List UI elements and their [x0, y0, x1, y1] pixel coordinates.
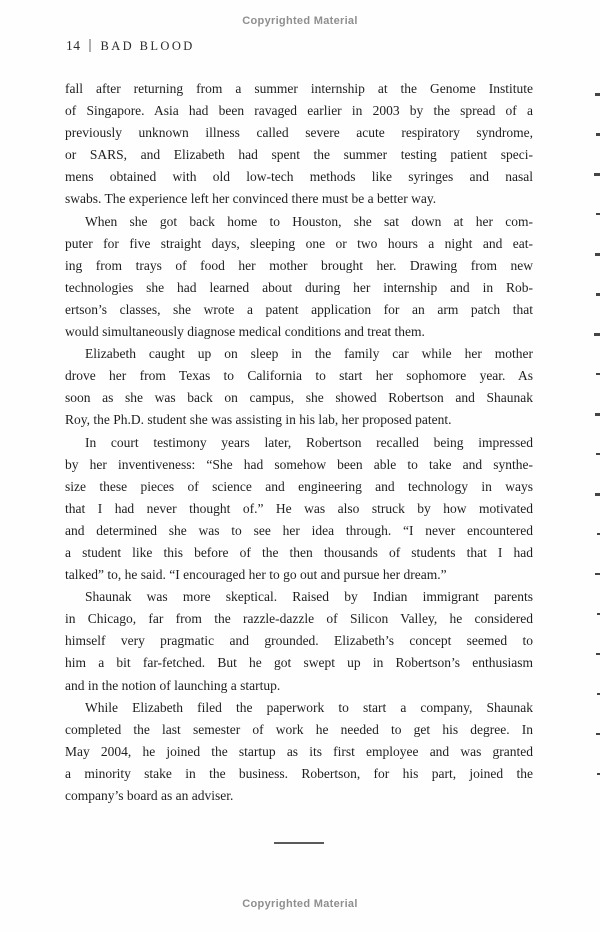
body-line: by her inventiveness: “She had somehow been able to take and synthe- — [65, 456, 533, 472]
body-line: drove her from Texas to California to start her sophomore year. As — [65, 368, 533, 384]
body-line: fall after returning from a summer internship at the Genome Institute — [65, 81, 533, 96]
body-line: technologies she had learned about during her internship and in Rob- — [65, 279, 533, 295]
page-edge-mark — [595, 413, 600, 416]
body-line: and determined she was to see her idea through. “I never encountered — [65, 522, 533, 538]
body-line: talked” to, he said. “I encouraged her to go out and pursue her dream.” — [65, 567, 447, 583]
body-line: completed the last semester of work he needed to get his degree. In — [65, 721, 533, 737]
page-edge-mark — [596, 133, 600, 136]
body-line: a student like this before of the then thousands of students that I had — [65, 544, 533, 560]
body-text — [65, 78, 533, 807]
body-line: Roy, the Ph.D. student she was assisting in his lab, her proposed patent. — [65, 412, 452, 428]
page-edge-mark — [595, 573, 600, 575]
body-line: In court testimony years later, Robertson recalled being impressed — [85, 434, 533, 450]
body-line: size these pieces of science and engineering and technology in ways — [65, 478, 533, 494]
body-line: puter for five straight days, sleeping one or two hours a night and eat- — [65, 235, 533, 251]
copyright-notice-top: Copyrighted Material — [242, 15, 358, 27]
body-line: or SARS, and Elizabeth had spent the summer testing patient speci- — [65, 147, 533, 163]
page-number: 14 — [66, 38, 81, 53]
body-line: May 2004, he joined the startup as its first employee and was granted — [65, 743, 533, 759]
page-edge-mark — [596, 653, 600, 655]
page-edge-mark — [596, 213, 600, 215]
body-line: in Chicago, far from the razzle-dazzle of Silicon Valley, he considered — [65, 611, 533, 627]
body-line: himself very pragmatic and grounded. Elizabeth’s concept seemed to — [65, 633, 533, 649]
copyright-notice-bottom: Copyrighted Material — [242, 898, 358, 910]
body-line: would simultaneously diagnose medical conditions and treat them. — [65, 324, 425, 340]
body-line: that I had never thought of.” He was also struck by how motivated — [65, 500, 533, 516]
body-line: Shaunak was more skeptical. Raised by Indian immigrant parents — [85, 589, 533, 605]
page-edge-mark — [596, 373, 600, 375]
body-line: mens obtained with old low-tech methods like syringes and nasal — [65, 169, 533, 185]
page-edge-mark — [595, 253, 600, 256]
body-line: company’s board as an adviser. — [65, 788, 234, 803]
page-edge-mark — [596, 453, 600, 455]
page-edge-mark — [595, 93, 600, 96]
page-edge-mark — [596, 733, 600, 735]
body-line: him a bit far-fetched. But he got swept up in Robertson’s enthusiasm — [65, 655, 533, 671]
body-line: of Singapore. Asia had been ravaged earlier in 2003 by the spread of a — [65, 103, 533, 119]
page-edge-mark — [595, 493, 600, 496]
section-divider — [274, 842, 324, 844]
body-line: swabs. The experience left her convinced there must be a better way. — [65, 191, 437, 207]
body-line: previously unknown illness called severe acute respiratory syndrome, — [65, 125, 533, 141]
running-header — [66, 37, 195, 55]
body-line: While Elizabeth filed the paperwork to start a company, Shaunak — [85, 699, 533, 715]
book-title: BAD BLOOD — [100, 38, 195, 53]
body-line: ing from trays of food her mother brought her. Drawing from new — [65, 257, 533, 273]
page-edge-mark — [594, 333, 600, 336]
body-line: When she got back home to Houston, she sat down at her com- — [85, 213, 533, 229]
page-edge-mark — [594, 173, 600, 176]
body-line: a minority stake in the business. Robertson, for his part, joined the — [65, 765, 533, 781]
page-edge-mark — [596, 293, 600, 296]
body-line: soon as she was back on campus, she showed Robertson and Shaunak — [65, 390, 533, 406]
body-line: ertson’s classes, she wrote a patent application for an arm patch that — [65, 301, 533, 317]
body-line: Elizabeth caught up on sleep in the family car while her mother — [85, 346, 533, 362]
body-line: and in the notion of launching a startup. — [65, 677, 281, 693]
header-separator: | — [88, 37, 92, 53]
